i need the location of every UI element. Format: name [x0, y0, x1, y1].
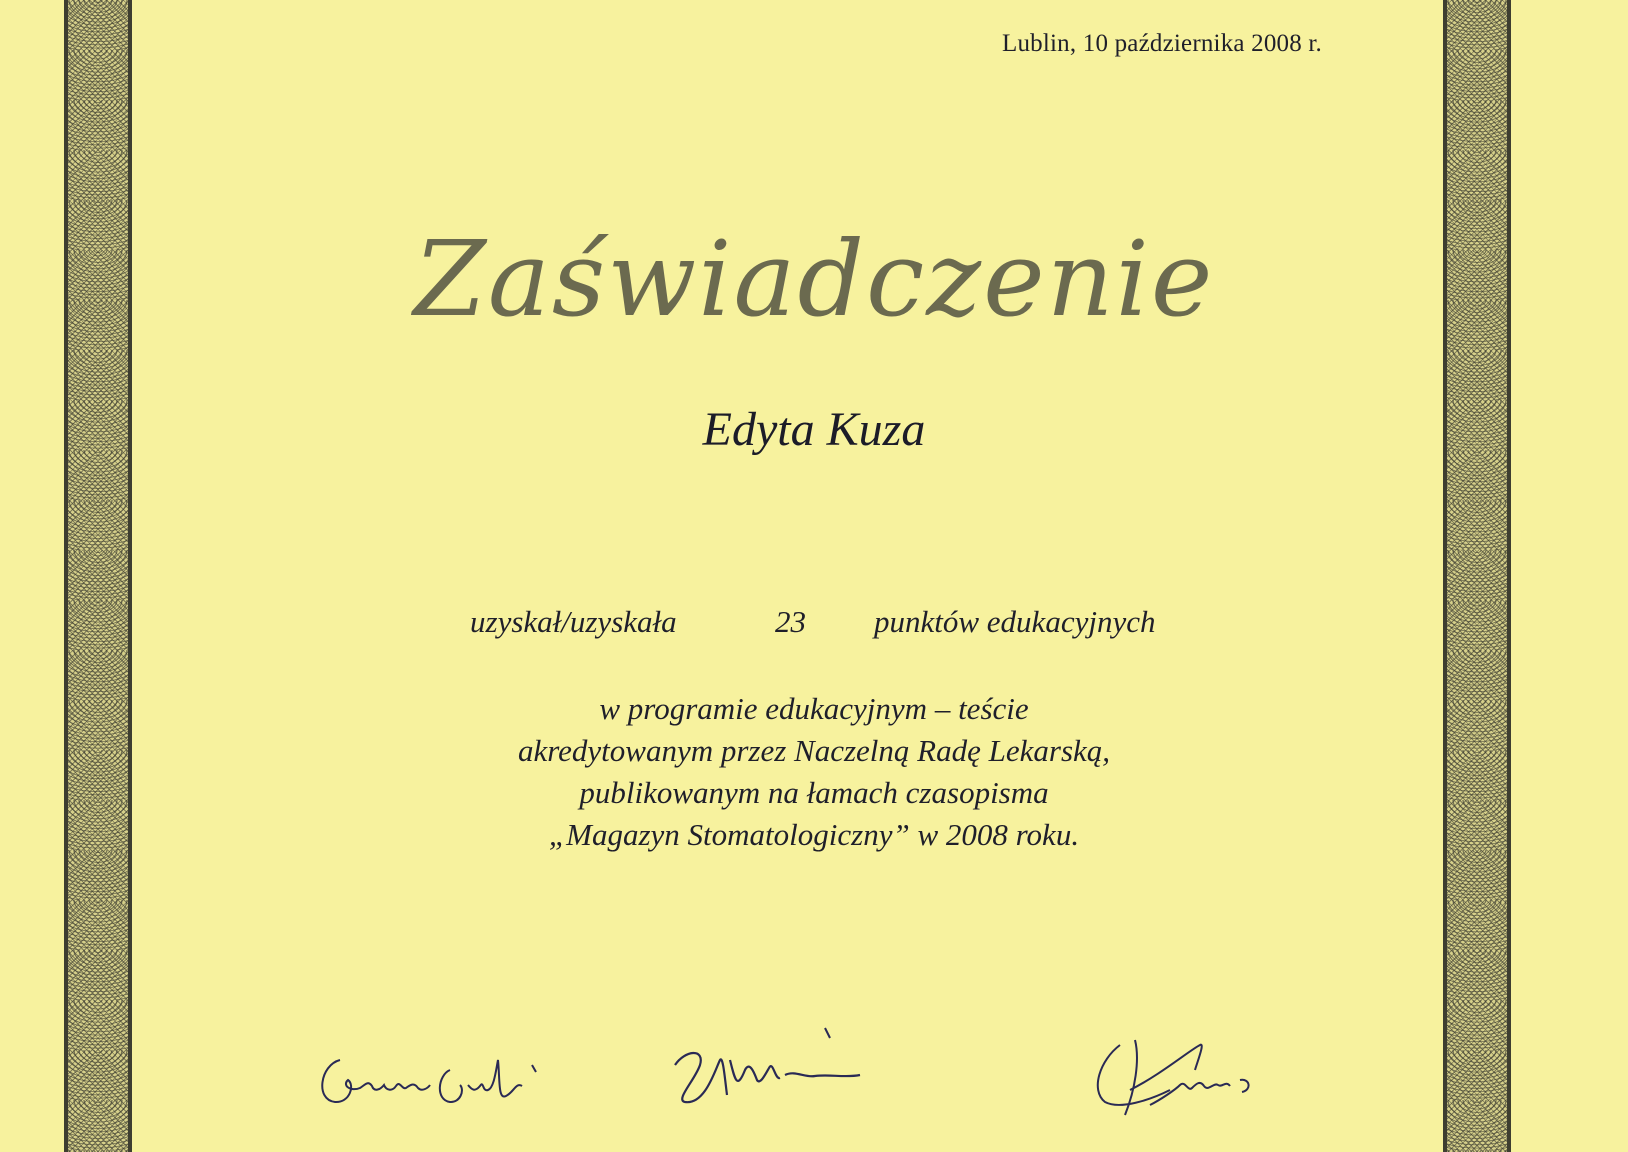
program-description — [0, 688, 1628, 856]
signature-middle — [665, 1020, 915, 1120]
description-line: akredytowanym przez Naczelną Radę Lekarską, — [517, 733, 1111, 768]
points-prefix: uzyskał/uzyskała — [470, 604, 677, 639]
description-line: publikowanym na łamach czasopisma — [579, 775, 1049, 810]
points-statement — [0, 604, 1628, 644]
description-line: w programie edukacyjnym – teście — [599, 691, 1029, 726]
page-margin-right — [1511, 0, 1628, 1152]
guilloche-border-left — [64, 0, 132, 1152]
points-value: 23 — [775, 604, 806, 639]
page-margin-left — [0, 0, 64, 1152]
description-line: „Magazyn Stomatologiczny” w 2008 roku. — [548, 817, 1080, 852]
points-suffix: punktów edukacyjnych — [874, 604, 1156, 639]
signature-left — [310, 1030, 560, 1120]
recipient-name: Edyta Kuza — [702, 403, 926, 456]
guilloche-border-right — [1443, 0, 1511, 1152]
certificate-title: Zaświadczenie — [413, 218, 1215, 340]
signature-right — [1080, 1030, 1280, 1130]
issue-date: Lublin, 10 października 2008 r. — [1001, 30, 1322, 57]
